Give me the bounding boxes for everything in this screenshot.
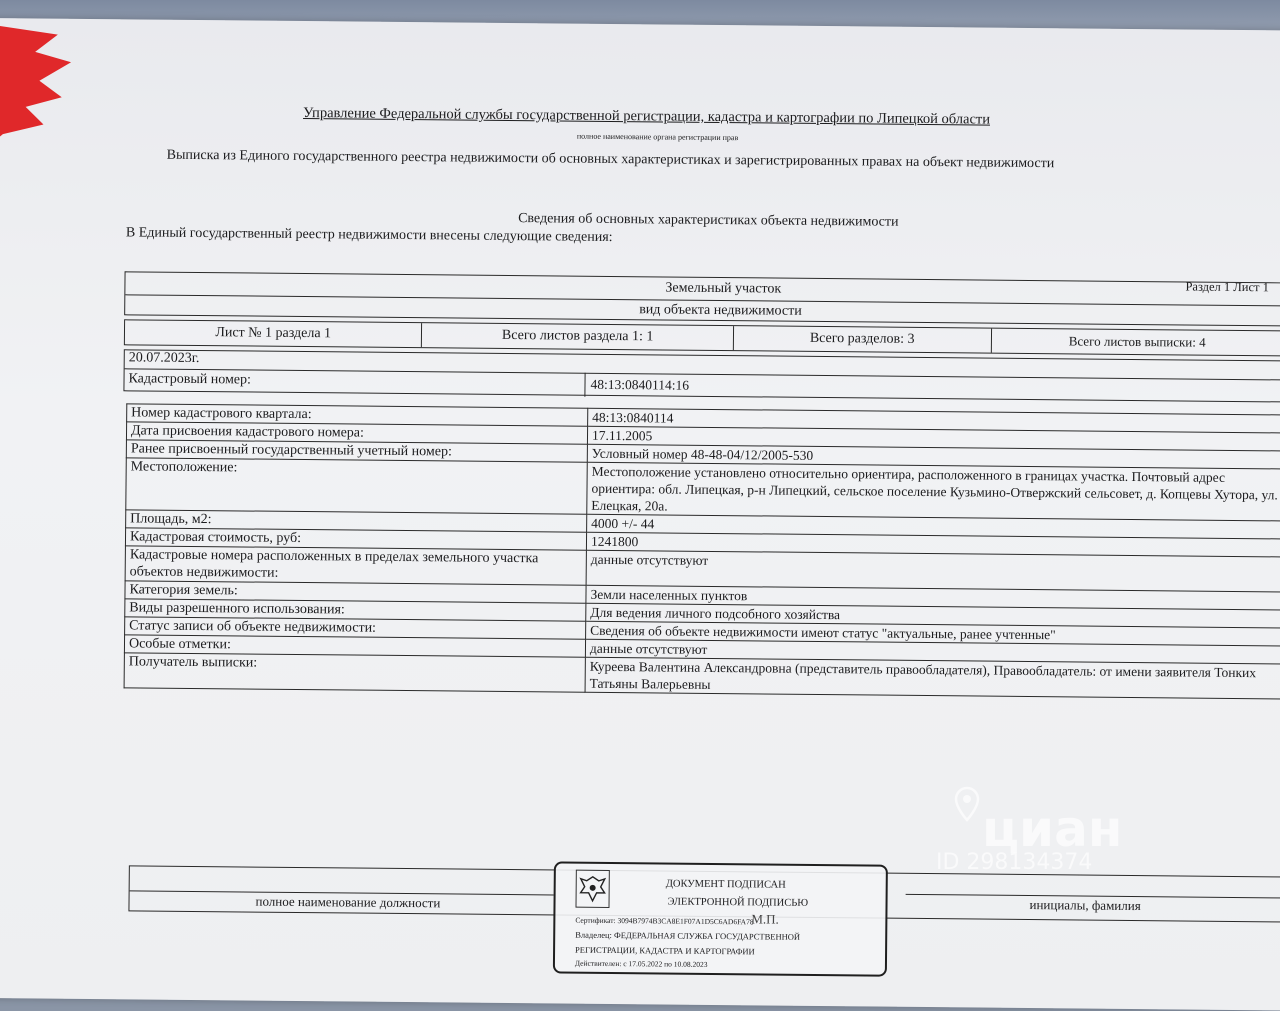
esign-owner-1: Владелец: ФЕДЕРАЛЬНАЯ СЛУЖБА ГОСУДАРСТВЕННОЙ: [575, 929, 801, 942]
property-label: Получатель выписки:: [124, 653, 585, 692]
esign-line-2: ЭЛЕКТРОННОЙ ПОДПИСЬЮ: [667, 896, 809, 909]
object-type-box: [124, 271, 1280, 326]
sheet-number: Лист № 1 раздела 1: [125, 320, 423, 347]
property-label: Ранее присвоенный государственный учетный номер:: [126, 440, 587, 462]
esign-certificate: Сертификат: 3094B7974B3CA8E1F07A1D5C6AD6FA78: [575, 915, 754, 927]
section-title: Сведения об основных характеристиках объекта недвижимости: [518, 211, 899, 230]
property-value: 48:13:0840114: [588, 408, 1280, 433]
extract-date: 20.07.2023г.: [128, 350, 200, 367]
property-value: Местоположение установлено относительно ориентира, расположенного в границах участка. Почтовый адрес ориентира: обл. Липецкая, р-н Липецкий, сельское поселение Кузьмино-Отвержский сельсовет, д. Копцевы Хутора, ул. Елецкая, 20а.: [587, 462, 1280, 521]
property-label: Номер кадастрового квартала:: [127, 404, 588, 426]
property-value: Земли населенных пунктов: [586, 585, 1280, 610]
property-label: Статус записи об объекте недвижимости:: [125, 617, 586, 639]
property-value: 1241800: [586, 532, 1280, 557]
esign-line-1: ДОКУМЕНТ ПОДПИСАН: [665, 878, 786, 891]
property-value: 17.11.2005: [587, 426, 1280, 451]
cadastral-number-value: 48:13:0840114:16: [590, 376, 690, 393]
object-type-caption: вид объекта недвижимости: [639, 302, 802, 319]
watermark-id: ID 298134374: [936, 850, 1093, 875]
property-value: Куреева Валентина Александровна (представитель правообладателя), Правообладатель: от имени заявителя Тонких Татьяны Валерьевны: [585, 657, 1280, 699]
properties-table: [124, 403, 1280, 699]
property-label: Площадь, м2:: [126, 510, 587, 532]
extract-title: Выписка из Единого государственного реестра недвижимости об основных характеристиках и зарегистрированных правах на объект недвижимости: [166, 147, 1055, 172]
property-value: 4000 +/- 44: [587, 514, 1280, 539]
cadastral-number-label: Кадастровый номер:: [128, 371, 252, 388]
esign-validity: Действителен: с 17.05.2022 по 10.08.2023: [574, 958, 708, 969]
red-stamp-mark: [0, 24, 76, 150]
property-value: Сведения об объекте недвижимости имеют статус "актуальные, ранее учтенные": [586, 621, 1280, 646]
property-label: Виды разрешенного использования:: [125, 599, 586, 621]
sections-total: Всего разделов: 3: [734, 326, 992, 352]
property-label: Особые отметки:: [124, 635, 585, 657]
property-value: Условный номер 48-48-04/12/2005-530: [587, 444, 1280, 469]
authority-caption: полное наименование органа регистрации прав: [576, 131, 739, 143]
electronic-signature-stamp: [553, 861, 888, 976]
property-label: Местоположение:: [126, 458, 587, 514]
intro-text: В Единый государственный реестр недвижимости внесены следующие сведения:: [125, 225, 613, 245]
property-label: Кадастровые номера расположенных в пределах земельного участка объектов недвижимости:: [125, 546, 586, 585]
extract-sheets-total: Всего листов выписки: 4: [1068, 333, 1206, 350]
section-reference: Раздел 1 Лист 1: [1185, 279, 1269, 295]
date-cadastral-box: [123, 349, 1280, 402]
seal-mark: М.П.: [751, 911, 779, 927]
section-sheets-total: Всего листов раздела 1: 1: [422, 323, 734, 350]
property-value: данные отсутствуют: [586, 550, 1280, 592]
property-label: Категория земель:: [125, 581, 586, 603]
property-label: Кадастровая стоимость, руб:: [125, 528, 586, 550]
registration-authority: Управление Федеральной службы государственной регистрации, кадастра и картографии по Липецкой области: [303, 105, 991, 128]
property-value: Для ведения личного подсобного хозяйства: [586, 603, 1280, 628]
location-pin-icon: [954, 786, 980, 842]
position-caption: полное наименование должности: [255, 893, 441, 911]
esign-owner-2: РЕГИСТРАЦИИ, КАДАСТРА И КАРТОГРАФИИ: [575, 944, 755, 957]
name-caption: инициалы, фамилия: [1029, 897, 1141, 914]
property-value: данные отсутствуют: [585, 639, 1280, 664]
watermark-brand: циан: [982, 800, 1123, 858]
coat-of-arms-icon: [575, 870, 609, 908]
object-type-value: Земельный участок: [665, 280, 782, 297]
property-label: Дата присвоения кадастрового номера:: [126, 422, 587, 444]
